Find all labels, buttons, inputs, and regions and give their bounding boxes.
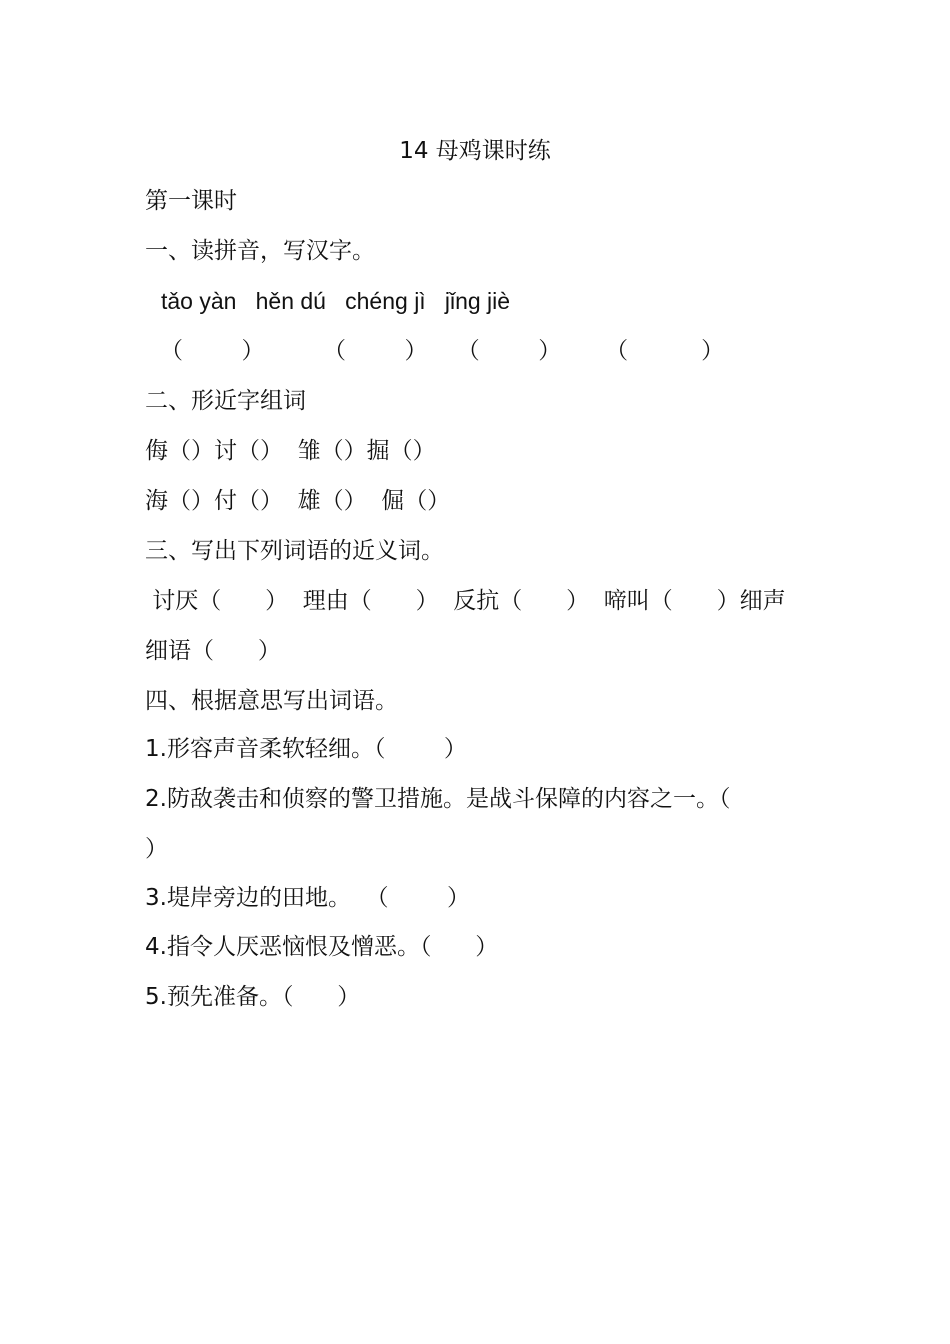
- similar-char-row-2: 海（）付（） 雄（） 倔（）: [145, 488, 451, 514]
- page-title: 14 母鸡课时练: [399, 138, 551, 164]
- synonym-line-1: 讨厌（ ） 理由（ ） 反抗（ ） 啼叫（ ）细声: [145, 588, 786, 614]
- section4-heading: 四、根据意思写出词语。: [145, 688, 398, 714]
- definition-item-4: 4.指令人厌恶恼恨及憎恶。（ ）: [145, 934, 499, 960]
- similar-char-row-1: 侮（）讨（） 雏（）掘（）: [145, 438, 436, 464]
- pinyin-answer-blanks: （ ） （ ） （ ） （ ）: [160, 338, 725, 364]
- section3-heading: 三、写出下列词语的近义词。: [145, 538, 444, 564]
- section1-heading: 一、读拼音，写汉字。: [145, 238, 375, 264]
- definition-item-2: 2.防敌袭击和侦察的警卫措施。是战斗保障的内容之一。（: [145, 786, 731, 812]
- definition-item-5: 5.预先准备。（ ）: [145, 984, 361, 1010]
- synonym-line-2: 细语（ ）: [145, 638, 281, 664]
- definition-item-1: 1.形容声音柔软轻细。（ ）: [145, 736, 467, 762]
- lesson-label: 第一课时: [145, 188, 237, 214]
- pinyin-row: tǎo yàn hěn dú chéng jì jǐng jiè: [161, 288, 511, 314]
- definition-item-3: 3.堤岸旁边的田地。 （ ）: [145, 885, 471, 911]
- definition-item-2-continued: ）: [145, 836, 168, 862]
- section2-heading: 二、形近字组词: [145, 388, 306, 414]
